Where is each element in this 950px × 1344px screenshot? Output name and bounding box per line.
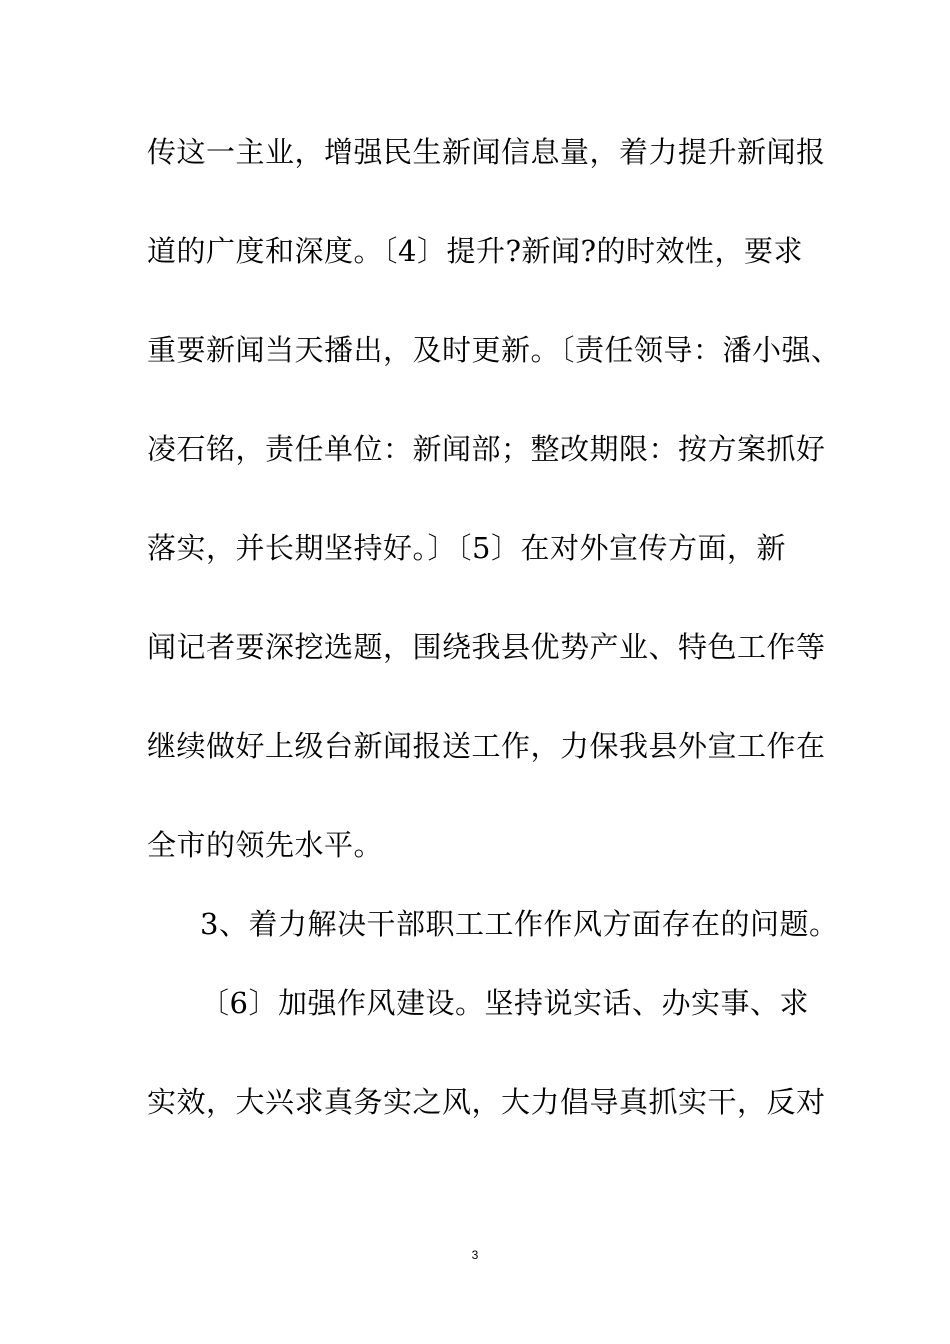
body-text-line: 全市的领先水平。 — [147, 828, 384, 862]
body-text-line: 重要新闻当天播出，及时更新。〔责任领导：潘小强、 — [147, 333, 841, 367]
body-text-line: 继续做好上级台新闻报送工作，力保我县外宣工作在 — [147, 729, 826, 763]
page-number: 3 — [471, 1248, 479, 1262]
section-heading: 3、着力解决干部职工工作作风方面存在的问题。 — [200, 907, 839, 941]
body-text-line: 落实，并长期坚持好。〕〔5〕在对外宣传方面，新 — [147, 531, 786, 565]
body-text-line: 凌石铭，责任单位：新闻部；整改期限：按方案抓好 — [147, 432, 826, 466]
body-text-line: 实效，大兴求真务实之风，大力倡导真抓实干，反对 — [147, 1085, 826, 1119]
body-text-line: 传这一主业，增强民生新闻信息量，着力提升新闻报 — [147, 135, 826, 169]
body-text-line: 闻记者要深挖选题，围绕我县优势产业、特色工作等 — [147, 630, 826, 664]
body-text-line: 道的广度和深度。〔4〕提升?新闻?的时效性，要求 — [147, 234, 804, 268]
body-text-line: 〔6〕加强作风建设。坚持说实话、办实事、求 — [200, 986, 809, 1020]
